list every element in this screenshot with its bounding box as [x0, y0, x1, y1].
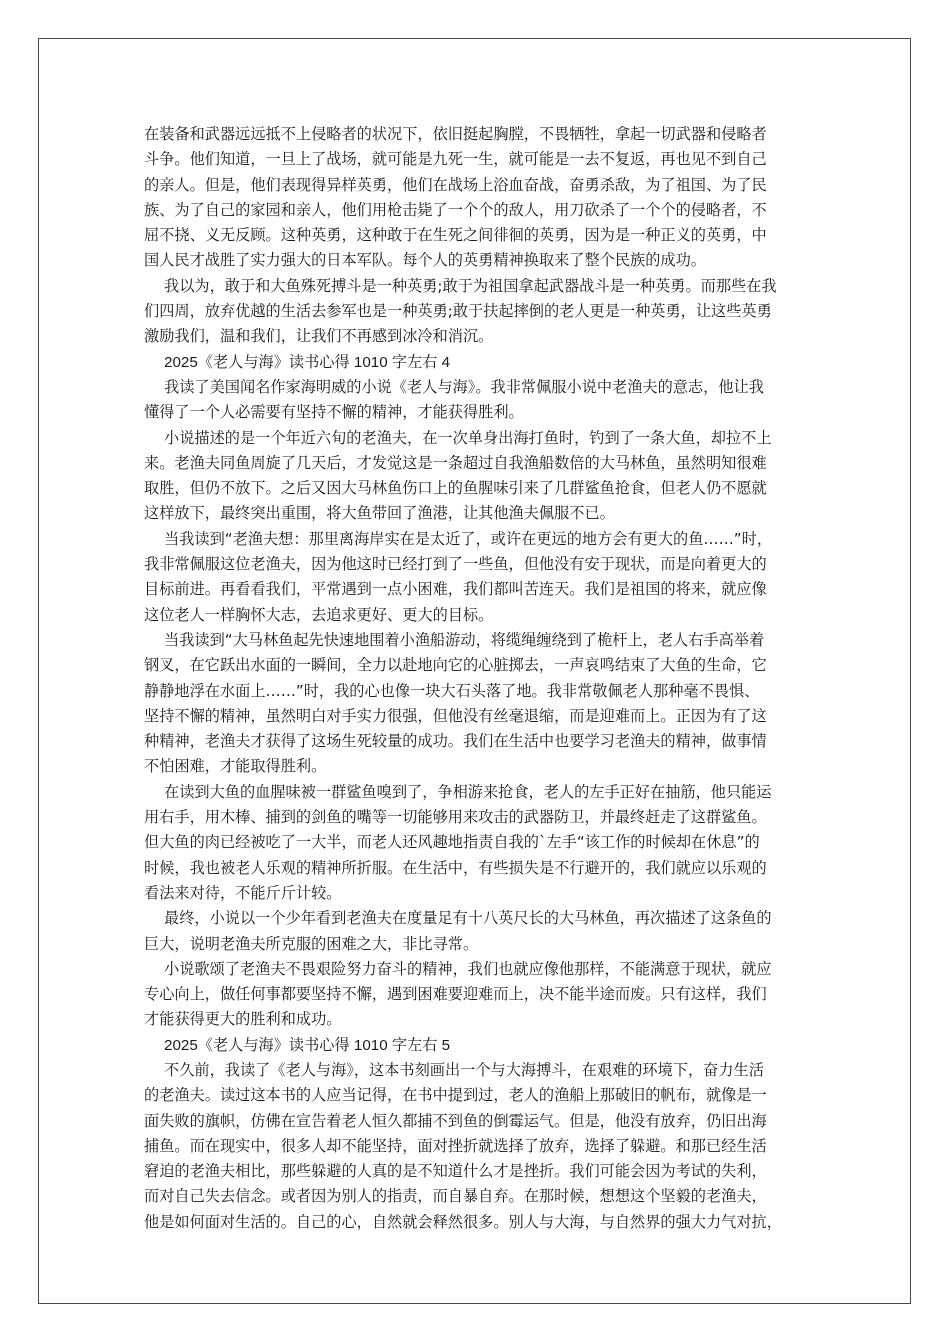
text-line: 但大鱼的肉已经被吃了一大半，而老人还风趣地指责自我的`左手“该工作的时候却在休息”的	[144, 833, 760, 852]
text-line: 他是如何面对生活的。自己的心，自然就会释然很多。别人与大海，与自然界的强大力气对抗，	[144, 1212, 782, 1231]
text-line: 我读了美国闻名作家海明威的小说《老人与海》。我非常佩服小说中老渔夫的意志，他让我	[164, 377, 764, 396]
text-line: 来。老渔夫同鱼周旋了几天后，才发觉这是一条超过自我渔船数倍的大马林鱼，虽然明知很难	[144, 453, 767, 472]
text-line: 的亲人。但是，他们表现得异样英勇，他们在战场上浴血奋战，奋勇杀敌，为了祖国、为了民	[144, 175, 767, 194]
text-line: 们四周，放弃优越的生活去参军也是一种英勇;敢于扶起摔倒的老人更是一种英勇，让这些英勇	[144, 302, 772, 321]
text-line: 才能获得更大的胜利和成功。	[144, 1010, 342, 1029]
text-line: 取胜，但仍不放下。之后又因大马林鱼伤口上的鱼腥味引来了几群鲨鱼抢食，但老人仍不愿就	[144, 479, 767, 498]
text-line: 不怕困难，才能取得胜利。	[144, 757, 327, 776]
text-line: 族、为了自己的家园和亲人，他们用枪击毙了一个个的敌人，用刀砍杀了一个个的侵略者，不	[144, 200, 767, 219]
text-line: 面失败的旗帜，仿佛在宣告着老人恒久都捕不到鱼的倒霉运气。但是，他没有放弃，仍旧出海	[144, 1111, 767, 1130]
text-line: 斗争。他们知道，一旦上了战场，就可能是九死一生，就可能是一去不复返，再也见不到自己	[144, 150, 767, 169]
text-line: 懂得了一个人必需要有坚持不懈的精神，才能获得胜利。	[144, 403, 524, 422]
text-line: 专心向上，做任何事都要坚持不懈，遇到困难要迎难而上，决不能半途而废。只有这样，我们	[144, 985, 767, 1004]
text-line: 我以为，敢于和大鱼殊死搏斗是一种英勇;敢于为祖国拿起武器战斗是一种英勇。而那些在我	[164, 276, 777, 295]
text-line: 小说描述的是一个年近六旬的老渔夫，在一次单身出海打鱼时，钓到了一条大鱼，却拉不上	[164, 428, 772, 447]
text-line: 我非常佩服这位老渔夫，因为他这时已经打到了一些鱼，但他没有安于现状，而是向着更大的	[144, 555, 767, 574]
text-line: 在装备和武器远远抵不上侵略者的状况下，依旧挺起胸膛，不畏牺牲，拿起一切武器和侵略者	[144, 125, 767, 143]
text-line: 捕鱼。而在现实中，很多人却不能坚持，面对挫折就选择了放弃，选择了躲避。和那已经生活	[144, 1136, 767, 1155]
text-line: 静静地浮在水面上……”时，我的心也像一块大石头落了地。我非常敬佩老人那种毫不畏惧、	[144, 681, 760, 700]
text-line: 种精神，老渔夫才获得了这场生死较量的成功。我们在生活中也要学习老渔夫的精神，做事情	[144, 732, 767, 751]
text-line: 坚持不懈的精神，虽然明白对手实力很强，但他没有丝毫退缩，而是迎难而上。正因为有了这	[144, 706, 767, 725]
text-line: 当我读到“大马林鱼起先快速地围着小渔船游动，将缆绳缠绕到了桅杆上，老人右手高举着	[164, 630, 765, 649]
text-line: 时候，我也被老人乐观的精神所折服。在生活中，有些损失是不行避开的，我们就应以乐观的	[144, 858, 767, 877]
text-line: 最终，小说以一个少年看到老渔夫在度量足有十八英尺长的大马林鱼，再次描述了这条鱼的	[164, 909, 772, 928]
text-line: 目标前进。再看看我们，平常遇到一点小困难，我们都叫苦连天。我们是祖国的将来，就应像	[144, 580, 767, 599]
text-line: 在读到大鱼的血腥味被一群鲨鱼嗅到了，争相游来抢食，老人的左手正好在抽筋，他只能运	[164, 782, 772, 801]
text-line: 当我读到“老渔夫想：那里离海岸实在是太近了，或许在更远的地方会有更大的鱼……”时，	[164, 529, 773, 548]
text-line: 小说歌颂了老渔夫不畏艰险努力奋斗的精神，我们也就应像他那样，不能满意于现状，就应	[164, 959, 772, 978]
document-body	[144, 122, 808, 1235]
text-line: 不久前，我读了《老人与海》，这本书刻画出一个与大海搏斗，在艰难的环境下，奋力生活	[164, 1060, 764, 1079]
text-line: 屈不挠、义无反顾。这种英勇，这种敢于在生死之间徘徊的英勇，因为是一种正义的英勇，中	[144, 226, 767, 245]
text-line: 钢叉，在它跃出水面的一瞬间，全力以赴地向它的心脏掷去，一声哀鸣结束了大鱼的生命，它	[144, 656, 767, 675]
section-heading: 2025《老人与海》读书心得 1010 字左右 5	[164, 1036, 451, 1054]
text-line: 国人民才战胜了实力强大的日本军队。每个人的英勇精神换取来了整个民族的成功。	[144, 251, 706, 270]
text-line: 而对自己失去信念。或者因为别人的指责，而自暴自弃。在那时候，想想这个坚毅的老渔夫，	[144, 1187, 767, 1206]
section-heading: 2025《老人与海》读书心得 1010 字左右 4	[164, 353, 451, 371]
text-line: 这样放下，最终突出重围，将大鱼带回了渔港，让其他渔夫佩服不已。	[144, 504, 615, 523]
text-line: 窘迫的老渔夫相比，那些躲避的人真的是不知道什么才是挫折。我们可能会因为考试的失利，	[144, 1162, 767, 1181]
text-line: 激励我们，温和我们，让我们不再感到冰冷和消沉。	[144, 327, 494, 346]
text-line: 用右手，用木棒、捕到的剑鱼的嘴等一切能够用来攻击的武器防卫，并最终赶走了这群鲨鱼。	[144, 808, 767, 827]
text-line: 巨大，说明老渔夫所克服的困难之大，非比寻常。	[144, 934, 479, 953]
text-line: 这位老人一样胸怀大志，去追求更好、更大的目标。	[144, 605, 494, 624]
text-line: 看法来对待，不能斤斤计较。	[144, 883, 342, 902]
text-line: 的老渔夫。读过这本书的人应当记得，在书中提到过，老人的渔船上那破旧的帆布，就像是一	[144, 1086, 767, 1105]
